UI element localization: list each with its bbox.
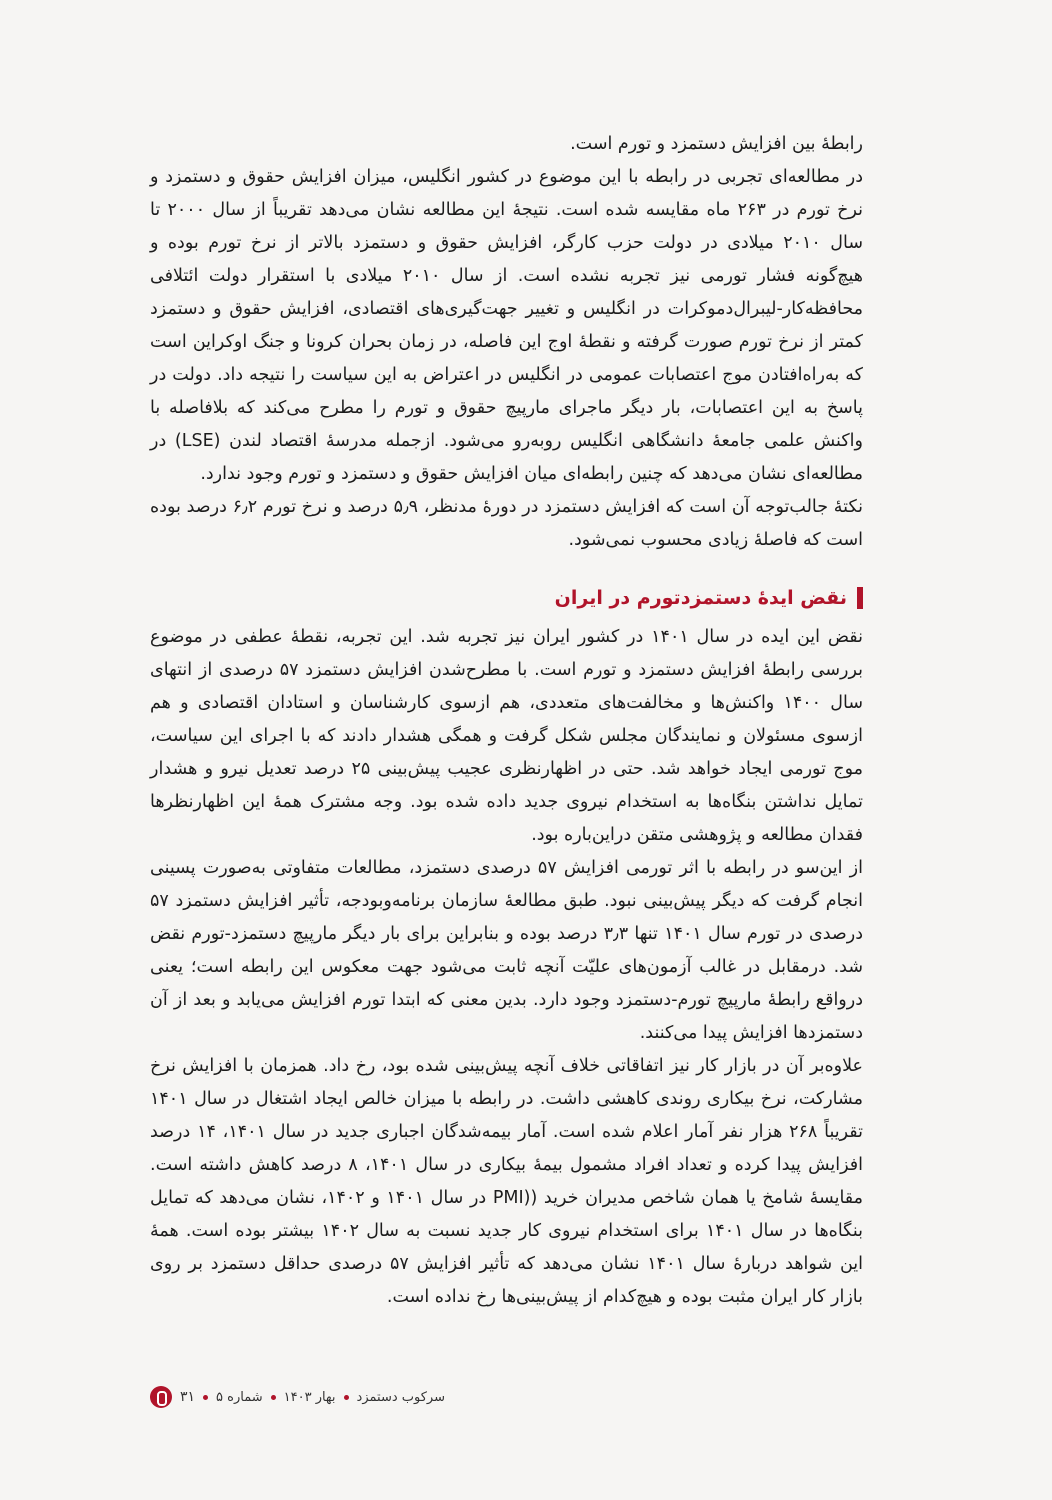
footer-season: بهار ۱۴۰۳ — [283, 1389, 336, 1405]
footer-separator-dot — [271, 1395, 276, 1400]
section-title: نقض ایدهٔ دستمزد‌تورم در ایران — [554, 587, 847, 609]
intro-paragraph-1: رابطهٔ بین افزایش دستمزد و تورم است. — [570, 134, 863, 154]
heading-bar-marker — [857, 587, 863, 609]
footer-separator-dot — [203, 1395, 208, 1400]
article-page — [150, 128, 863, 1314]
section-paragraph-2: از این‌سو در رابطه با اثر تورمی افزایش ۵۷ درصدی دستمزد، مطالعات متفاوتی به‌صورت پسینی انجام گرفت که دیگر پیش‌بینی نبود. طبق مطالعهٔ سازمان برنامه‌وبودجه، تأثیر افزایش دستمزد ۵۷ درصدی در تورم سال ۱۴۰۱ تنها ۳٫۳ درصد بوده و بنابراین برای بار دیگر مارپیچ دستمزد-تورم نقض شد. درمقابل در غالب آزمون‌های علیّت آنچه ثابت می‌شود جهت معکوس این رابطه است؛ یعنی درواقع رابطهٔ مارپیچ تورم-دستمزد وجود دارد. بدین معنی که ابتدا تورم افزایش می‌یابد و بعد از آن دستمزدها افزایش پیدا می‌کنند. — [150, 858, 863, 1043]
intro-paragraph-2: در مطالعه‌ای تجربی در رابطه با این موضوع در کشور انگلیس، میزان افزایش حقوق و دستمزد و نرخ تورم در ۲۶۳ ماه مقایسه شده است. نتیجهٔ این مطالعه نشان می‌دهد تقریباً از سال ۲۰۰۰ تا سال ۲۰۱۰ میلادی در دولت حزب کارگر، افزایش حقوق و دستمزد بالاتر از نرخ تورم بوده و هیچ‌گونه فشار تورمی نیز تجربه نشده است. از سال ۲۰۱۰ میلادی با استقرار دولت ائتلافی محافظه‌کار-لیبرال‌دموکرات در انگلیس و تغییر جهت‌گیری‌های اقتصادی، افزایش حقوق و دستمزد کمتر از نرخ تورم صورت گرفته و نقطهٔ اوج این فاصله، در زمان بحران کرونا و جنگ اوکراین است که به‌راه‌افتادن موج اعتصابات عمومی در انگلیس در اعتراض به این سیاست را نتیجه داد. دولت در پاسخ به این اعتصابات، بار دیگر ماجرای مارپیچ حقوق و تورم را مطرح می‌کند که بلافاصله با واکنش علمی جامعهٔ دانشگاهی انگلیس روبه‌رو می‌شود. ازجمله مدرسهٔ اقتصاد لندن (LSE) در مطالعه‌ای نشان می‌دهد که چنین رابطه‌ای میان افزایش حقوق و دستمزد و تورم وجود ندارد. — [150, 167, 863, 484]
page-number: ۳۱ — [180, 1389, 196, 1405]
footer-issue: شماره ۵ — [216, 1389, 263, 1405]
section-heading — [150, 581, 863, 615]
footer-separator-dot — [344, 1395, 349, 1400]
page-footer — [150, 1386, 445, 1408]
footer-magazine-title: سرکوب دستمزد — [356, 1389, 445, 1405]
intro-paragraph-3: نکتهٔ جالب‌توجه آن است که افزایش دستمزد در دورهٔ مدنظر، ۵٫۹ درصد و نرخ تورم ۶٫۲ درصد بوده است که فاصلهٔ زیادی محسوب نمی‌شود. — [150, 497, 863, 550]
section-paragraph-1: نقض این ایده در سال ۱۴۰۱ در کشور ایران نیز تجربه شد. این تجربه، نقطهٔ عطفی در موضوع بررسی رابطهٔ افزایش دستمزد و تورم است. با مطرح‌شدن افزایش دستمزد ۵۷ درصدی از انتهای سال ۱۴۰۰ واکنش‌ها و مخالفت‌های متعددی، هم ازسوی کارشناسان و استادان اقتصادی و هم ازسوی مسئولان و نمایندگان مجلس شکل گرفت و همگی هشدار دادند که با اجرای این سیاست، موج تورمی ایجاد خواهد شد. حتی در اظهارنظری عجیب پیش‌بینی ۲۵ درصد تعدیل نیرو و هشدار تمایل نداشتن بنگاه‌ها به استخدام نیروی جدید داده شده بود. وجه مشترک همهٔ این اظهارنظرها فقدان مطالعه و پژوهشی متقن دراین‌باره بود. — [150, 627, 863, 845]
magazine-logo-icon — [150, 1386, 172, 1408]
section-paragraph-3: علاوه‌بر آن در بازار کار نیز اتفاقاتی خلاف آنچه پیش‌بینی شده بود، رخ داد. همزمان با افزایش نرخ مشارکت، نرخ بیکاری روندی کاهشی داشت. در رابطه با میزان خالص ایجاد اشتغال در سال ۱۴۰۱ تقریباً ۲۶۸ هزار نفر آمار اعلام شده است. آمار بیمه‌شدگان اجباری جدید در سال ۱۴۰۱، ۱۴ درصد افزایش پیدا کرده و تعداد افراد مشمول بیمهٔ بیکاری در سال ۱۴۰۱، ۸ درصد کاهش داشته است. مقایسهٔ شامخ یا همان شاخص مدیران خرید ((PMI در سال ۱۴۰۱ و ۱۴۰۲، نشان می‌دهد که تمایل بنگاه‌ها در سال ۱۴۰۱ برای استخدام نیروی کار جدید نسبت به سال ۱۴۰۲ بیشتر بوده است. همهٔ این شواهد دربارهٔ سال ۱۴۰۱ نشان می‌دهد که تأثیر افزایش ۵۷ درصدی حداقل دستمزد بر روی بازار کار ایران مثبت بوده و هیچ‌کدام از پیش‌بینی‌ها رخ نداده است. — [150, 1056, 864, 1307]
